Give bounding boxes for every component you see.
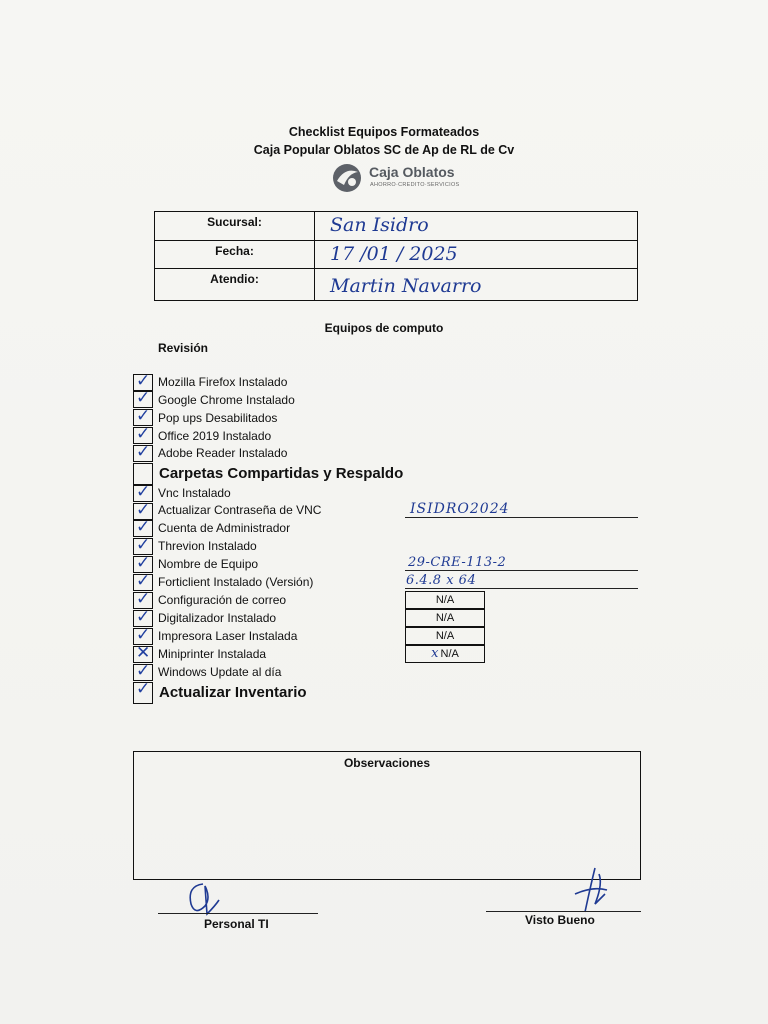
item-office: Office 2019 Instalado [158,429,272,443]
section-title: Equipos de computo [324,321,444,335]
info-label: Sucursal: [155,212,315,240]
info-value-sucursal: San Isidro [330,214,429,236]
info-label: Fecha: [155,241,315,268]
document-subtitle: Caja Popular Oblatos SC de Ap de RL de Cv [253,143,515,157]
item-admin: Cuenta de Administrador [158,521,291,535]
item-forticlient: Forticlient Instalado (Versión) [158,575,314,589]
item-laser-printer: Impresora Laser Instalada [158,629,298,643]
revision-label: Revisión [158,341,209,355]
checkbox-threvion[interactable]: ✓ [133,538,153,555]
checkbox-firefox[interactable]: ✓ [133,374,153,391]
na-box-email: N/A [405,591,485,609]
checkbox-chrome[interactable]: ✓ [133,391,153,408]
vnc-password-value: ISIDRO2024 [410,501,510,517]
item-adobe: Adobe Reader Instalado [158,446,288,460]
signature-line-right [486,911,641,912]
checkbox-windows-update[interactable]: ✓ [133,664,153,681]
info-label: Atendio: [155,269,315,300]
checkbox-miniprinter[interactable]: ✕ [133,646,153,663]
na-box-miniprinter: x N/A [405,645,485,663]
na-box-scanner: N/A [405,609,485,627]
logo-tagline: AHORRO·CREDITO·SERVICIOS [370,182,460,188]
checkbox-popups[interactable]: ✓ [133,409,153,426]
checkbox-email-config[interactable]: ✓ [133,592,153,609]
item-miniprinter: Miniprinter Instalada [158,647,267,661]
info-value-atendio: Martin Navarro [330,275,482,297]
equipment-name-line [405,570,638,571]
info-row-sucursal [155,212,637,240]
checkbox-equipment-name[interactable]: ✓ [133,556,153,573]
item-vnc-password: Actualizar Contraseña de VNC [158,503,322,517]
checkbox-forticlient[interactable]: ✓ [133,574,153,591]
document-title: Checklist Equipos Formateados [288,125,480,139]
info-table [154,211,638,301]
vnc-password-line [405,517,638,518]
item-vnc: Vnc Instalado [158,486,231,500]
observations-title: Observaciones [343,756,431,770]
checkbox-vnc-password[interactable]: ✓ [133,503,153,520]
checkbox-admin[interactable]: ✓ [133,520,153,537]
na-box-laser: N/A [405,627,485,645]
forticlient-version-value: 6.4.8 x 64 [406,573,477,588]
item-inventory: Actualizar Inventario [159,684,307,701]
company-logo [331,163,471,193]
item-chrome: Google Chrome Instalado [158,393,295,407]
item-popups: Pop ups Desabilitados [158,411,278,425]
info-row-fecha [155,240,637,268]
item-threvion: Threvion Instalado [158,539,257,553]
checkbox-scanner[interactable]: ✓ [133,610,153,627]
info-row-atendio [155,268,637,300]
item-carpetas: Carpetas Compartidas y Respaldo [159,465,404,482]
forticlient-version-line [405,588,638,589]
signature-label-left: Personal TI [204,917,269,931]
checkbox-inventory[interactable]: ✓ [133,682,153,704]
logo-emblem-icon [331,163,363,193]
info-value-fecha: 17 /01 / 2025 [330,243,458,265]
miniprinter-x-mark: x [431,646,439,661]
logo-name: Caja Oblatos [369,164,455,180]
item-scanner: Digitalizador Instalado [158,611,277,625]
checkbox-laser-printer[interactable]: ✓ [133,628,153,645]
item-equipment-name: Nombre de Equipo [158,557,259,571]
item-email-config: Configuración de correo [158,593,287,607]
item-firefox: Mozilla Firefox Instalado [158,375,288,389]
item-windows-update: Windows Update al día [158,665,282,679]
signature-label-right: Visto Bueno [525,913,595,927]
checkbox-adobe[interactable]: ✓ [133,445,153,462]
signature-left-icon [175,876,235,921]
observations-box[interactable] [133,751,641,880]
equipment-name-value: 29-CRE-113-2 [408,555,507,570]
checkbox-office[interactable]: ✓ [133,427,153,444]
signature-line-left [158,913,318,914]
checkbox-vnc[interactable]: ✓ [133,485,153,502]
